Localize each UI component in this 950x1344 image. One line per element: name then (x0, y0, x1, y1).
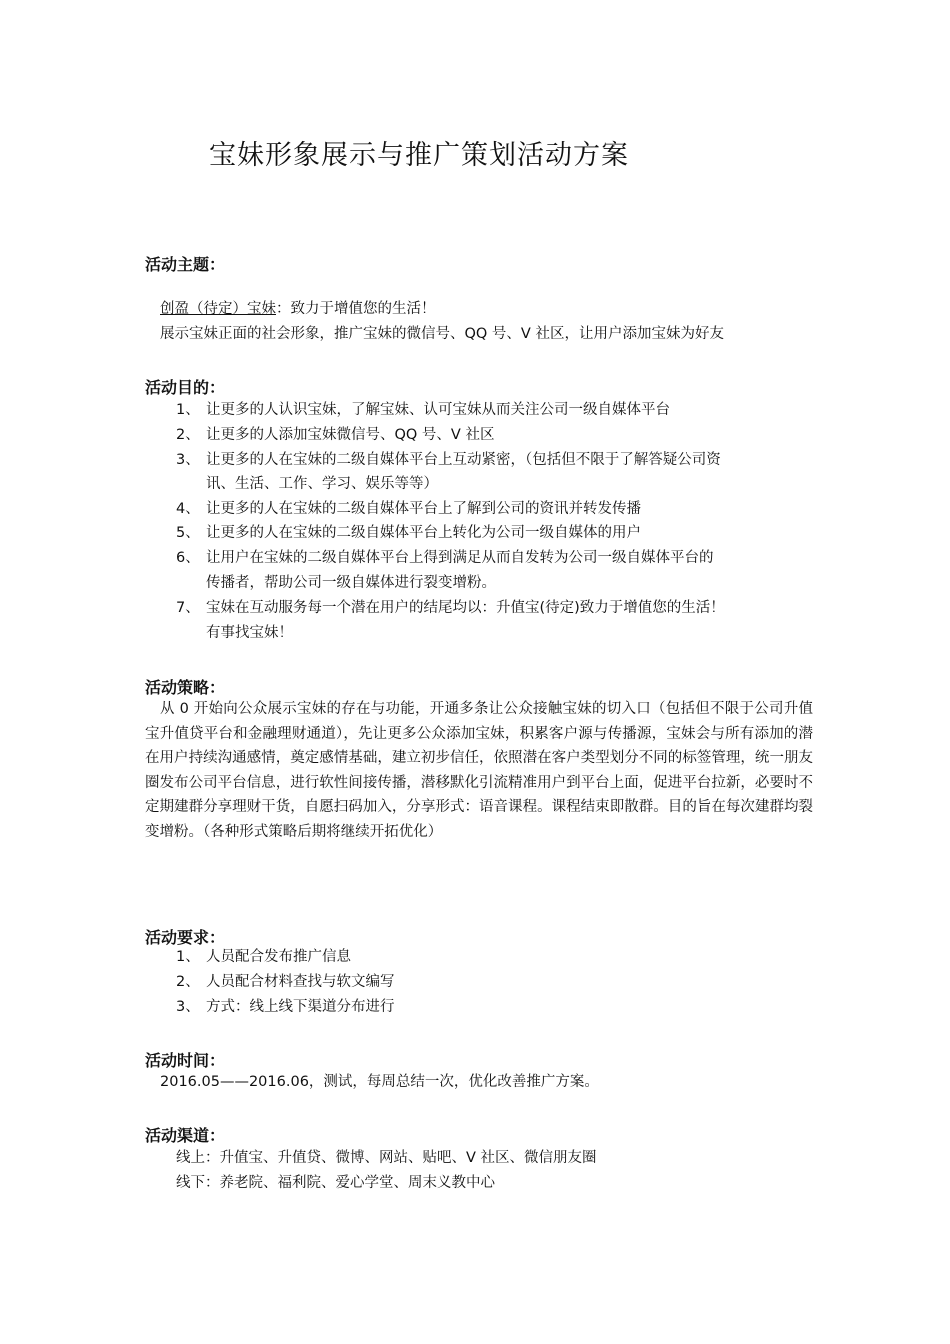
list-text: 人员配合材料查找与软文编写 (206, 974, 395, 990)
list-item (176, 970, 395, 994)
list-item (176, 448, 721, 472)
list-text: 宝妹在互动服务每一个潜在用户的结尾均以：升值宝(待定)致力于增值您的生活！ (206, 600, 725, 616)
list-number: 4、 (176, 501, 200, 517)
requirements-heading: 活动要求： (145, 928, 226, 947)
list-number: 5、 (176, 525, 200, 541)
theme-slogan-rest: ：致力于增值您的生活！ (276, 301, 436, 317)
list-number: 1、 (176, 402, 200, 418)
document-title: 宝妹形象展示与推广策划活动方案 (209, 140, 629, 171)
channels-heading: 活动渠道： (145, 1126, 226, 1145)
list-text: 人员配合发布推广信息 (206, 949, 351, 965)
purpose-heading: 活动目的： (145, 378, 226, 397)
strategy-paragraph: 从 0 开始向公众展示宝妹的存在与功能，开通多条让公众接触宝妹的切入口（包括但不限于公司升值宝升值贷平台和金融理财通道），先让更多公众添加宝妹，积累客户源与传播源，宝妹会与所有添加的潜在用户持续沟通感情，奠定感情基础，建立初步信任，依照潜在客户类型划分不同的标签管理，统一朋友圈发布公司平台信息，进行软性间接传播，潜移默化引流精准用户到平台上面，促进平台拉新，必要时不定期建群分享理财干货，自愿扫码加入，分享形式：语音课程。课程结束即散群。目的旨在每次建群均裂变增粉。（各种形式策略后期将继续开拓优化） (145, 701, 813, 840)
list-item (176, 995, 395, 1019)
list-text: 让更多的人认识宝妹，了解宝妹、认可宝妹从而关注公司一级自媒体平台 (206, 402, 670, 418)
list-text: 让更多的人在宝妹的二级自媒体平台上互动紧密，（包括但不限于了解答疑公司资 (206, 452, 721, 468)
channels-offline: 线下：养老院、福利院、爱心学堂、周末义教中心 (176, 1175, 495, 1191)
list-item (176, 423, 494, 447)
list-text-continuation: 讯、生活、工作、学习、娱乐等等） (206, 476, 438, 492)
theme-description: 展示宝妹正面的社会形象，推广宝妹的微信号、QQ 号、V 社区，让用户添加宝妹为好友 (160, 326, 724, 342)
list-item (176, 521, 641, 545)
list-number: 2、 (176, 427, 200, 443)
list-text: 让更多的人在宝妹的二级自媒体平台上了解到公司的资讯并转发传播 (206, 501, 641, 517)
list-item (176, 945, 351, 969)
list-number: 6、 (176, 550, 200, 566)
list-number: 1、 (176, 949, 200, 965)
strategy-heading: 活动策略： (145, 678, 226, 697)
list-number: 7、 (176, 600, 200, 616)
list-item (176, 546, 714, 570)
theme-heading: 活动主题： (145, 255, 226, 274)
list-text: 让用户在宝妹的二级自媒体平台上得到满足从而自发转为公司一级自媒体平台的 (206, 550, 714, 566)
list-item (176, 398, 670, 422)
list-text: 让更多的人添加宝妹微信号、QQ 号、V 社区 (206, 427, 495, 443)
list-item (176, 596, 725, 620)
list-text-continuation: 有事找宝妹！ (206, 625, 293, 641)
list-text: 方式：线上线下渠道分布进行 (206, 999, 395, 1015)
list-number: 3、 (176, 999, 200, 1015)
list-item (176, 497, 641, 521)
time-heading: 活动时间： (145, 1051, 226, 1070)
list-number: 2、 (176, 974, 200, 990)
channels-online: 线上：升值宝、升值贷、微博、网站、贴吧、V 社区、微信朋友圈 (176, 1150, 597, 1166)
theme-slogan-underlined: 创盈（待定）宝妹 (160, 301, 276, 317)
theme-slogan (160, 297, 436, 321)
list-text: 让更多的人在宝妹的二级自媒体平台上转化为公司一级自媒体的用户 (206, 525, 641, 541)
time-text: 2016.05——2016.06，测试，每周总结一次，优化改善推广方案。 (160, 1074, 599, 1090)
list-text-continuation: 传播者，帮助公司一级自媒体进行裂变增粉。 (206, 575, 496, 591)
list-number: 3、 (176, 452, 200, 468)
